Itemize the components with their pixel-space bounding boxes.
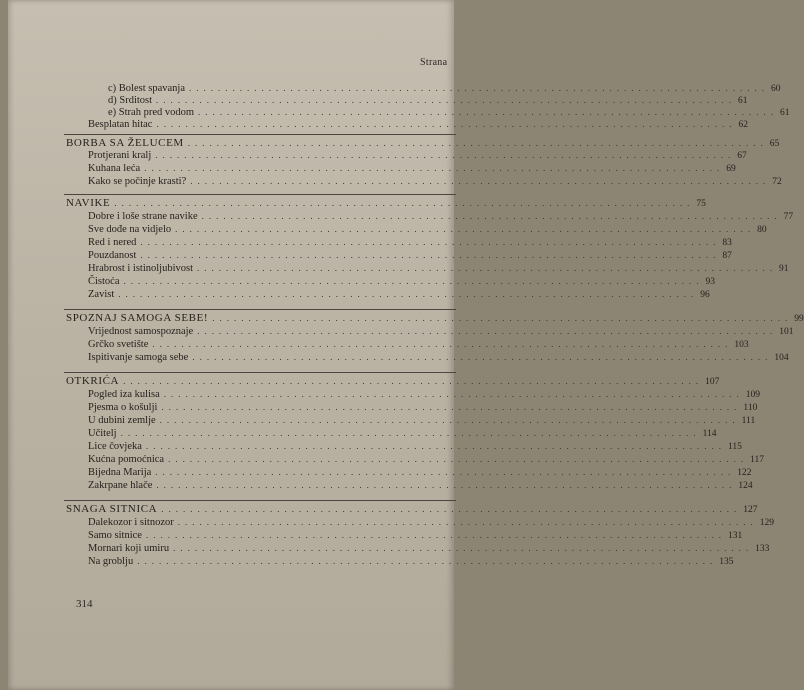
toc-entry[interactable] (108, 106, 790, 118)
toc-section-entry[interactable] (66, 503, 758, 515)
dot-leader: ................................................................................ (188, 83, 769, 93)
toc-entry-title: Hrabrost i istinoljubivost (88, 263, 193, 274)
toc-entry[interactable] (88, 529, 743, 541)
toc-entry-title: Zavist (88, 289, 115, 300)
toc-entry-page: 115 (727, 442, 742, 452)
toc-entry[interactable] (108, 94, 748, 106)
toc-entry-page: 110 (743, 403, 758, 413)
toc-entry[interactable] (88, 351, 789, 363)
dot-leader: ................................................................................ (152, 339, 733, 349)
toc-entry[interactable] (88, 338, 749, 350)
toc-section-entry[interactable] (66, 312, 804, 324)
toc-entry-title: BORBA SA ŽELUCEM (66, 137, 184, 149)
toc-entry-page: 103 (734, 340, 749, 350)
dot-leader: ................................................................................ (201, 211, 782, 221)
toc-entry-title: Samo sitnice (88, 530, 142, 541)
toc-entry[interactable] (88, 325, 794, 337)
toc-entry-page: 87 (722, 251, 732, 261)
toc-entry-page: 133 (755, 544, 770, 554)
dot-leader: ................................................................................ (187, 138, 768, 148)
toc-entry[interactable] (88, 275, 715, 287)
toc-entry-page: 111 (741, 416, 756, 426)
toc-entry-page: 101 (779, 327, 794, 337)
toc-entry-title: Mornari koji umiru (88, 543, 170, 554)
toc-entry-page: 67 (737, 151, 747, 161)
dot-leader: ................................................................................ (156, 95, 737, 105)
section-divider (64, 500, 456, 501)
toc-entry[interactable] (88, 118, 748, 130)
dot-leader: ................................................................................ (197, 326, 778, 336)
toc-entry-title: Pouzdanost (88, 250, 137, 261)
toc-entry[interactable] (88, 388, 760, 400)
toc-entry[interactable] (88, 427, 717, 439)
toc-entry-page: 114 (702, 429, 717, 439)
page-column-header: Strana (420, 57, 448, 68)
toc-entry-title: Dobre i loše strane navike (88, 211, 198, 222)
dot-leader: ................................................................................ (159, 415, 740, 425)
toc-entry-title: Protjerani kralj (88, 150, 152, 161)
toc-entry-title: Grčko svetište (88, 339, 149, 350)
toc-entry-page: 96 (700, 290, 710, 300)
toc-entry-title: Čistoća (88, 276, 120, 287)
dot-leader: ................................................................................ (192, 352, 773, 362)
dot-leader: ................................................................................ (173, 543, 754, 553)
toc-entry-title: OTKRIĆA (66, 375, 120, 387)
toc-entry-title: Učitelj (88, 428, 117, 439)
toc-entry[interactable] (88, 453, 765, 465)
toc-entry[interactable] (88, 210, 794, 222)
dot-leader: ................................................................................ (145, 441, 726, 451)
toc-entry[interactable] (108, 82, 781, 94)
toc-entry-title: Pjesma o košulji (88, 402, 158, 413)
toc-entry[interactable] (88, 440, 742, 452)
dot-leader: ................................................................................ (140, 250, 721, 260)
toc-entry[interactable] (88, 288, 710, 300)
toc-section-entry[interactable] (66, 375, 720, 387)
section-divider (64, 309, 456, 310)
dot-leader: ................................................................................ (156, 119, 737, 129)
toc-entry-page: 77 (783, 212, 794, 222)
dot-leader: ................................................................................ (190, 176, 771, 186)
toc-entry-page: 104 (774, 353, 789, 363)
page-number: 314 (76, 598, 93, 610)
toc-entry-page: 122 (737, 468, 752, 478)
toc-entry-title: Pogled iza kulisa (88, 389, 160, 400)
dot-leader: ................................................................................ (198, 107, 779, 117)
toc-entry[interactable] (88, 249, 732, 261)
toc-entry[interactable] (88, 414, 756, 426)
dot-leader: ................................................................................ (163, 389, 744, 399)
toc-entry-page: 69 (726, 164, 736, 174)
toc-entry-page: 61 (780, 108, 790, 118)
toc-entry-title: Kuhana leća (88, 163, 141, 174)
toc-entry[interactable] (88, 175, 782, 187)
toc-entry-page: 129 (759, 518, 774, 528)
toc-section-entry[interactable] (66, 197, 706, 209)
toc-entry-page: 60 (770, 84, 781, 94)
toc-entry[interactable] (88, 149, 747, 161)
toc-entry-page: 65 (769, 139, 780, 149)
toc-entry[interactable] (88, 401, 758, 413)
toc-entry-title: Zakrpane hlače (88, 480, 153, 491)
toc-entry-title: Kako se počinje krasti? (88, 176, 187, 187)
toc-entry-title: Na groblju (88, 556, 134, 567)
dot-leader: ................................................................................ (137, 556, 718, 566)
toc-entry-page: 107 (705, 377, 720, 387)
toc-entry[interactable] (88, 479, 753, 491)
toc-entry[interactable] (88, 555, 734, 567)
dot-leader: ................................................................................ (156, 480, 737, 490)
dot-leader: ................................................................................ (155, 150, 736, 160)
toc-entry-page: 93 (705, 277, 715, 287)
toc-entry-page: 61 (738, 96, 748, 106)
toc-entry-title: c) Bolest spavanja (108, 83, 185, 94)
dot-leader: ................................................................................ (168, 454, 749, 464)
book-page (8, 0, 804, 690)
toc-entry-title: d) Srditost (108, 95, 153, 106)
toc-entry[interactable] (88, 262, 789, 274)
toc-entry[interactable] (88, 223, 767, 235)
toc-entry-title: Ispitivanje samoga sebe (88, 352, 189, 363)
dot-leader: ................................................................................ (161, 402, 742, 412)
toc-entry-title: Sve dođe na vidjelo (88, 224, 172, 235)
dot-leader: ................................................................................ (155, 467, 736, 477)
toc-entry-page: 124 (738, 481, 753, 491)
toc-entry-page: 62 (738, 120, 748, 130)
dot-leader: ................................................................................ (197, 263, 777, 273)
toc-entry-page: 135 (719, 557, 734, 567)
toc-entry-title: Kućna pomoćnica (88, 454, 165, 465)
toc-entry-title: Lice čovjeka (88, 441, 142, 452)
dot-leader: ................................................................................ (140, 237, 721, 247)
dot-leader: ................................................................................ (123, 276, 704, 286)
toc-entry-page: 127 (743, 505, 758, 515)
dot-leader: ................................................................................ (120, 428, 701, 438)
toc-entry[interactable] (88, 236, 732, 248)
toc-entry-page: 75 (696, 199, 706, 209)
toc-entry-title: NAVIKE (66, 197, 111, 209)
toc-entry-title: Red i nered (88, 237, 137, 248)
toc-section-entry[interactable] (66, 137, 780, 149)
dot-leader: ................................................................................ (123, 376, 704, 386)
toc-entry-title: e) Strah pred vodom (108, 107, 195, 118)
toc-entry-page: 99 (794, 314, 804, 324)
section-divider (64, 372, 456, 373)
toc-entry[interactable] (88, 162, 736, 174)
section-divider (64, 134, 456, 135)
toc-entry-title: SNAGA SITNICA (66, 503, 158, 515)
toc-entry-page: 117 (750, 455, 765, 465)
toc-entry-title: U dubini zemlje (88, 415, 156, 426)
toc-entry[interactable] (88, 516, 774, 528)
toc-entry-page: 83 (722, 238, 732, 248)
toc-entry[interactable] (88, 466, 752, 478)
toc-entry-page: 109 (745, 390, 760, 400)
toc-entry-page: 131 (727, 531, 743, 541)
dot-leader: ................................................................................ (114, 198, 695, 208)
dot-leader: ................................................................................ (145, 530, 726, 540)
dot-leader: ................................................................................ (212, 313, 793, 323)
toc-entry-title: Bijedna Marija (88, 467, 152, 478)
section-divider (64, 194, 456, 195)
dot-leader: ................................................................................ (118, 289, 699, 299)
toc-entry-title: Vrijednost samospoznaje (88, 326, 194, 337)
toc-entry[interactable] (88, 542, 770, 554)
toc-entry-page: 72 (772, 177, 782, 187)
toc-entry-page: 91 (779, 264, 789, 274)
toc-entry-title: Besplatan hitac (88, 119, 153, 130)
dot-leader: ................................................................................ (161, 504, 742, 514)
toc-entry-title: Dalekozor i sitnozor (88, 517, 174, 528)
toc-entry-page: 80 (757, 225, 767, 235)
toc-entry-title: SPOZNAJ SAMOGA SEBE! (66, 312, 209, 324)
dot-leader: ................................................................................ (144, 163, 725, 173)
dot-leader: ................................................................................ (175, 224, 756, 234)
dot-leader: ................................................................................ (177, 517, 758, 527)
